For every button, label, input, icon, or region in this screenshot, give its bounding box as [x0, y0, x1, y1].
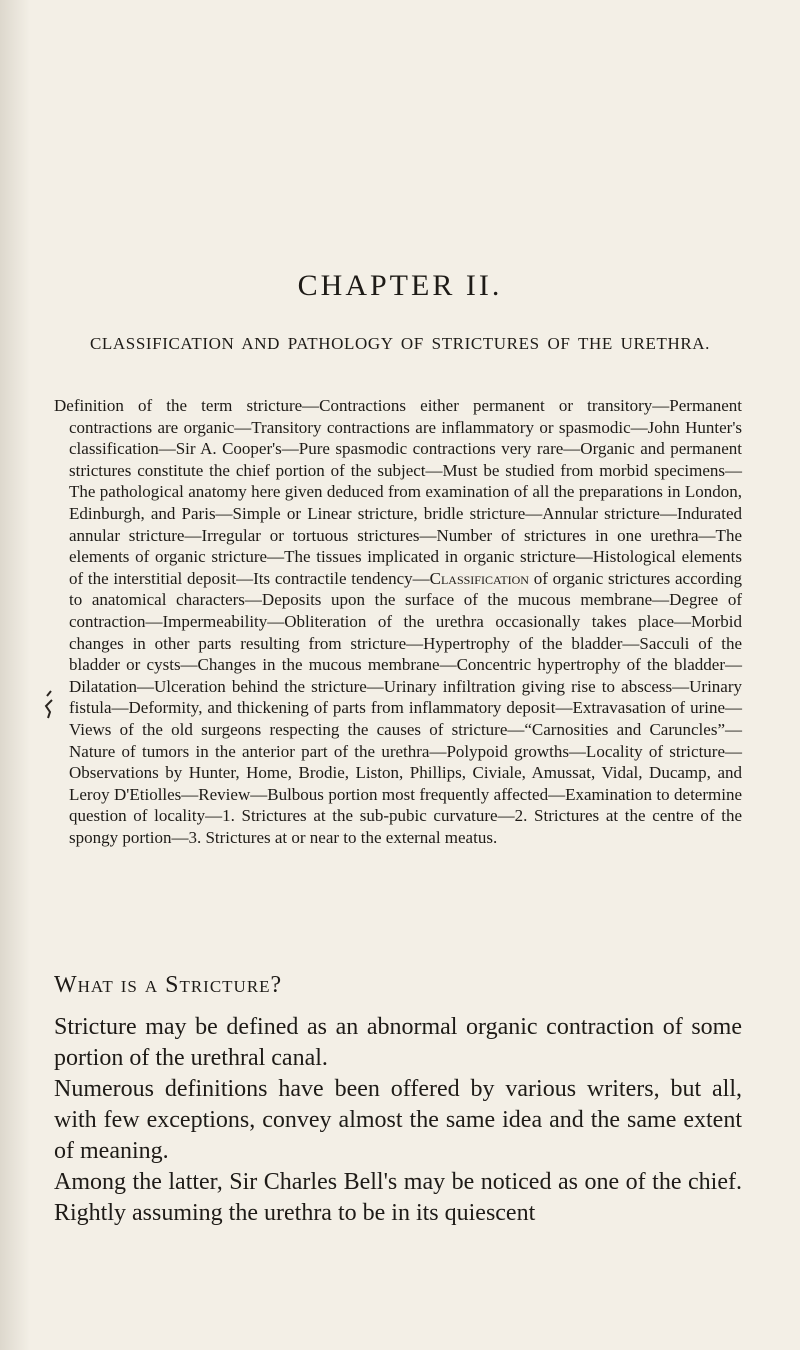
body-paragraph: Among the latter, Sir Charles Bell's may be noticed as one of the chief. Rightly assuming the urethra to be in its quiescent — [54, 1169, 742, 1226]
section-title: CLASSIFICATION AND PATHOLOGY OF STRICTURES OF THE URETHRA. — [89, 334, 710, 353]
margin-ink-mark — [44, 690, 54, 720]
body-paragraph: Stricture may be defined as an abnormal organic contraction of some portion of the urethral canal. — [54, 1014, 742, 1071]
synopsis-small-caps-term: Classification — [429, 568, 529, 588]
chapter-title: CHAPTER II. — [297, 269, 503, 302]
chapter-synopsis — [54, 395, 742, 848]
body-text — [54, 1012, 742, 1229]
synopsis-text-part-1: Definition of the term stricture—Contractions either permanent or transitory—Permanent contractions are organic—Transitory contractions are inflammatory or spasmodic—John Hunter's classification—Sir A. Cooper's—Pure spasmodic contractions very rare—Organic and permanent strictures constitute the chief portion of the subject—Must be studied from morbid specimens—The pathological anatomy here given deduced from examination of all the preparations in London, Edinburgh, and Paris—Simple or Linear stricture, bridle stricture—Annular stricture—Indurated annular stricture—Irregular or tortuous strictures—Number of strictures in one urethra—The elements of organic stricture—The tissues implicated in organic stricture—Histological elements of the interstitial deposit—Its contractile tendency— — [54, 396, 742, 588]
section-subheading: What is a Stricture? — [54, 972, 283, 998]
body-paragraph: Numerous definitions have been offered by various writers, but all, with few exceptions, convey almost the same idea and the same extent of meaning. — [54, 1076, 742, 1164]
synopsis-text-part-2: of organic strictures according to anatomical characters—Deposits upon the surface of the mucous membrane—Degree of contraction—Impermeability—Obliteration of the urethra occasionally takes place—Morbid changes in other parts resulting from stricture—Hypertrophy of the bladder—Sacculi of the bladder or cysts—Changes in the mucous membrane—Concentric hypertrophy of the bladder—Dilatation—Ulceration behind the stricture—Urinary infiltration giving rise to abscess—Urinary fistula—Deformity, and thickening of parts from inflammatory deposit—Extravasation of urine—Views of the old surgeons respecting the causes of stricture—“Carnosities and Caruncles”—Nature of tumors in the anterior part of the urethra—Polypoid growths—Locality of stricture—Observations by Hunter, Home, Brodie, Liston, Phillips, Civiale, Amussat, Vidal, Ducamp, and Leroy D'Etiolles—Review—Bulbous portion most frequently affected—Examination to determine question of locality—1. Strictures at the sub-pubic curvature—2. Strictures at the centre of the spongy portion—3. Strictures at or near to the external meatus. — [69, 568, 742, 847]
